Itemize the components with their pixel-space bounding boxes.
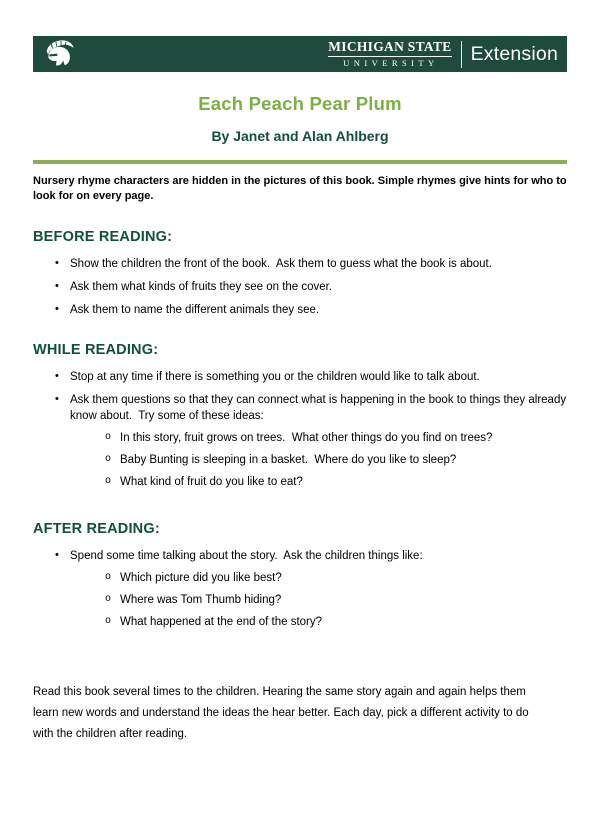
sub-bullet-item — [70, 592, 567, 608]
bullet-marker-icon: • — [55, 256, 59, 269]
reading-section — [33, 521, 567, 636]
sub-bullet-marker-icon: o — [105, 476, 112, 488]
bullet-text: Show the children the front of the book. Ask them to guess what the book is about. — [70, 257, 492, 270]
bullet-list — [33, 548, 567, 636]
closing-paragraph: Read this book several times to the children. Hearing the same story again and again helps them learn new words and understand the ideas the hear better. Each day, pick a different activity to do with the children after reading. — [33, 685, 532, 741]
section-heading: AFTER READING: — [33, 520, 160, 537]
page-title: Each Peach Pear Plum — [198, 93, 402, 114]
sub-bullet-text: In this story, fruit grows on trees. What other things do you find on trees? — [120, 432, 493, 445]
sub-bullet-item — [70, 614, 567, 630]
bullet-text: Stop at any time if there is something you or the children would like to talk about. — [70, 371, 480, 383]
green-divider-rule — [33, 160, 567, 164]
sub-bullet-item — [70, 474, 567, 490]
section-heading: WHILE READING: — [33, 342, 159, 358]
sub-bullet-list — [70, 570, 567, 630]
sections-container — [33, 228, 570, 636]
reading-section — [33, 229, 567, 318]
sub-bullet-marker-icon: o — [105, 454, 112, 466]
sub-bullet-list — [70, 430, 567, 490]
wordmark-divider — [461, 41, 462, 68]
bullet-item — [33, 392, 570, 496]
bullet-marker-icon: • — [55, 548, 59, 561]
sub-bullet-marker-icon: o — [105, 432, 112, 444]
bullet-list — [33, 369, 570, 497]
reading-section — [33, 342, 570, 497]
sub-bullet-item — [70, 452, 567, 468]
bullet-list — [33, 256, 567, 318]
sub-bullet-text: Baby Bunting is sleeping in a basket. Where do you like to sleep? — [120, 454, 457, 467]
bullet-item — [33, 256, 567, 272]
bullet-item — [33, 279, 567, 295]
bullet-body — [70, 369, 567, 385]
msu-wordmark-group — [328, 40, 558, 68]
wordmark-line2: UNIVERSITY — [343, 58, 439, 69]
msu-spartan-helmet-icon — [41, 39, 77, 69]
sub-bullet-text: Which picture did you like best? — [120, 571, 282, 584]
sub-bullet-text: What kind of fruit do you like to eat? — [120, 476, 303, 489]
bullet-body — [70, 279, 567, 295]
bullet-marker-icon: • — [55, 370, 59, 382]
bullet-text: Spend some time talking about the story. Ask the children things like: — [70, 549, 423, 562]
bullet-body — [70, 548, 567, 636]
bullet-body — [70, 302, 567, 318]
msu-wordmark — [328, 40, 451, 68]
bullet-marker-icon: • — [55, 302, 59, 315]
sub-bullet-marker-icon: o — [105, 571, 112, 583]
msu-header-bar — [33, 36, 567, 72]
bullet-item — [33, 548, 567, 636]
extension-label: Extension — [470, 42, 558, 65]
bullet-item — [33, 369, 567, 385]
bullet-body — [70, 392, 570, 496]
sub-bullet-marker-icon: o — [105, 593, 112, 605]
intro-paragraph: Nursery rhyme characters are hidden in the pictures of this book. Simple rhymes give hints for who to look for on every page. — [33, 174, 570, 203]
bullet-text: Ask them to name the different animals they see. — [70, 303, 320, 316]
sub-bullet-text: Where was Tom Thumb hiding? — [120, 593, 282, 606]
sub-bullet-text: What happened at the end of the story? — [120, 615, 323, 628]
bullet-item — [33, 302, 567, 318]
bullet-marker-icon: • — [55, 279, 59, 292]
sub-bullet-marker-icon: o — [105, 615, 112, 627]
sub-bullet-item — [70, 570, 567, 586]
sub-bullet-item — [70, 430, 567, 446]
bullet-text: Ask them what kinds of fruits they see on the cover. — [70, 280, 333, 293]
bullet-text: Ask them questions so that they can connect what is happening in the book to things they already know about. Try some of these ideas: — [70, 394, 570, 423]
wordmark-line1: MICHIGAN STATE — [328, 40, 451, 57]
section-heading: BEFORE READING: — [33, 228, 173, 245]
document-page — [0, 36, 600, 746]
bullet-body — [70, 256, 567, 272]
bullet-marker-icon: • — [55, 393, 59, 406]
byline: By Janet and Alan Ahlberg — [211, 128, 389, 144]
